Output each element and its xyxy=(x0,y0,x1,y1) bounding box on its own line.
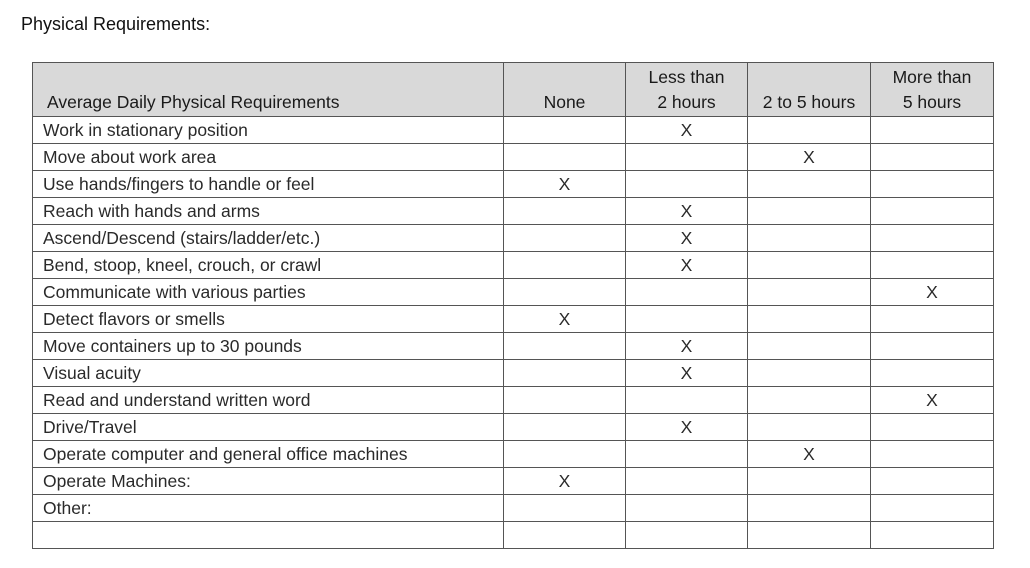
column-header-line: Less than xyxy=(648,67,725,87)
cell-less-than-2-hours: X xyxy=(626,360,748,387)
cell-2-to-5-hours xyxy=(748,387,871,414)
cell-more-than-5-hours xyxy=(871,522,994,549)
cell-none xyxy=(504,495,626,522)
row-label: Visual acuity xyxy=(33,360,504,387)
cell-2-to-5-hours: X xyxy=(748,144,871,171)
cell-2-to-5-hours xyxy=(748,333,871,360)
cell-more-than-5-hours xyxy=(871,306,994,333)
table-row xyxy=(33,468,994,495)
column-header-line: 2 hours xyxy=(657,92,716,112)
cell-less-than-2-hours xyxy=(626,387,748,414)
column-header-2-to-5-hours: 2 to 5 hours xyxy=(748,63,871,117)
table-row xyxy=(33,387,994,414)
table-row xyxy=(33,495,994,522)
cell-less-than-2-hours: X xyxy=(626,252,748,279)
cell-more-than-5-hours xyxy=(871,252,994,279)
cell-none xyxy=(504,198,626,225)
row-label: Drive/Travel xyxy=(33,414,504,441)
cell-none xyxy=(504,252,626,279)
cell-none xyxy=(504,279,626,306)
cell-less-than-2-hours xyxy=(626,468,748,495)
row-label: Work in stationary position xyxy=(33,117,504,144)
column-header-requirement: Average Daily Physical Requirements xyxy=(33,63,504,117)
cell-2-to-5-hours xyxy=(748,468,871,495)
cell-more-than-5-hours xyxy=(871,414,994,441)
column-header-line: 5 hours xyxy=(902,92,962,112)
cell-less-than-2-hours xyxy=(626,495,748,522)
cell-2-to-5-hours xyxy=(748,306,871,333)
cell-more-than-5-hours xyxy=(871,198,994,225)
cell-2-to-5-hours xyxy=(748,198,871,225)
cell-less-than-2-hours: X xyxy=(626,117,748,144)
table-row xyxy=(33,333,994,360)
row-label: Ascend/Descend (stairs/ladder/etc.) xyxy=(33,225,504,252)
row-label: Operate Machines: xyxy=(33,468,504,495)
row-label: Bend, stoop, kneel, crouch, or crawl xyxy=(33,252,504,279)
table-row xyxy=(33,252,994,279)
cell-none xyxy=(504,117,626,144)
cell-none xyxy=(504,441,626,468)
table-body xyxy=(33,117,994,549)
row-label: Operate computer and general office machines xyxy=(33,441,504,468)
column-header-more-than-5-hours xyxy=(871,63,994,117)
cell-less-than-2-hours xyxy=(626,279,748,306)
table-row xyxy=(33,198,994,225)
cell-more-than-5-hours: X xyxy=(871,279,994,306)
column-header-none: None xyxy=(504,63,626,117)
cell-none xyxy=(504,333,626,360)
cell-2-to-5-hours xyxy=(748,171,871,198)
table-row xyxy=(33,117,994,144)
cell-more-than-5-hours xyxy=(871,333,994,360)
row-label: Communicate with various parties xyxy=(33,279,504,306)
cell-less-than-2-hours xyxy=(626,522,748,549)
cell-less-than-2-hours xyxy=(626,144,748,171)
row-label: Other: xyxy=(33,495,504,522)
cell-2-to-5-hours xyxy=(748,252,871,279)
table-row xyxy=(33,306,994,333)
cell-none xyxy=(504,144,626,171)
cell-more-than-5-hours xyxy=(871,360,994,387)
cell-less-than-2-hours: X xyxy=(626,414,748,441)
table-row xyxy=(33,225,994,252)
cell-less-than-2-hours: X xyxy=(626,225,748,252)
cell-none xyxy=(504,522,626,549)
cell-more-than-5-hours xyxy=(871,441,994,468)
row-label: Detect flavors or smells xyxy=(33,306,504,333)
physical-requirements-table xyxy=(32,62,994,549)
cell-more-than-5-hours xyxy=(871,144,994,171)
table-row xyxy=(33,279,994,306)
table-header-row xyxy=(33,63,994,117)
cell-2-to-5-hours xyxy=(748,522,871,549)
cell-more-than-5-hours xyxy=(871,117,994,144)
cell-less-than-2-hours: X xyxy=(626,333,748,360)
cell-2-to-5-hours: X xyxy=(748,441,871,468)
cell-more-than-5-hours xyxy=(871,171,994,198)
cell-none: X xyxy=(504,306,626,333)
cell-2-to-5-hours xyxy=(748,117,871,144)
cell-none: X xyxy=(504,468,626,495)
cell-none xyxy=(504,360,626,387)
column-header-less-than-2-hours xyxy=(626,63,748,117)
cell-none xyxy=(504,225,626,252)
cell-none: X xyxy=(504,171,626,198)
table-row xyxy=(33,441,994,468)
table-row xyxy=(33,522,994,549)
cell-2-to-5-hours xyxy=(748,495,871,522)
row-label: Move containers up to 30 pounds xyxy=(33,333,504,360)
cell-none xyxy=(504,387,626,414)
cell-more-than-5-hours: X xyxy=(871,387,994,414)
cell-less-than-2-hours xyxy=(626,441,748,468)
row-label: Reach with hands and arms xyxy=(33,198,504,225)
table-row xyxy=(33,144,994,171)
cell-2-to-5-hours xyxy=(748,225,871,252)
page-heading: Physical Requirements: xyxy=(21,14,211,34)
cell-more-than-5-hours xyxy=(871,468,994,495)
cell-none xyxy=(504,414,626,441)
cell-2-to-5-hours xyxy=(748,360,871,387)
cell-2-to-5-hours xyxy=(748,279,871,306)
cell-less-than-2-hours xyxy=(626,306,748,333)
row-label xyxy=(33,522,504,549)
cell-more-than-5-hours xyxy=(871,495,994,522)
column-header-line: More than xyxy=(892,67,972,87)
row-label: Move about work area xyxy=(33,144,504,171)
table-row xyxy=(33,360,994,387)
row-label: Read and understand written word xyxy=(33,387,504,414)
table-row xyxy=(33,414,994,441)
row-label: Use hands/fingers to handle or feel xyxy=(33,171,504,198)
cell-2-to-5-hours xyxy=(748,414,871,441)
cell-less-than-2-hours xyxy=(626,171,748,198)
cell-more-than-5-hours xyxy=(871,225,994,252)
cell-less-than-2-hours: X xyxy=(626,198,748,225)
table-row xyxy=(33,171,994,198)
